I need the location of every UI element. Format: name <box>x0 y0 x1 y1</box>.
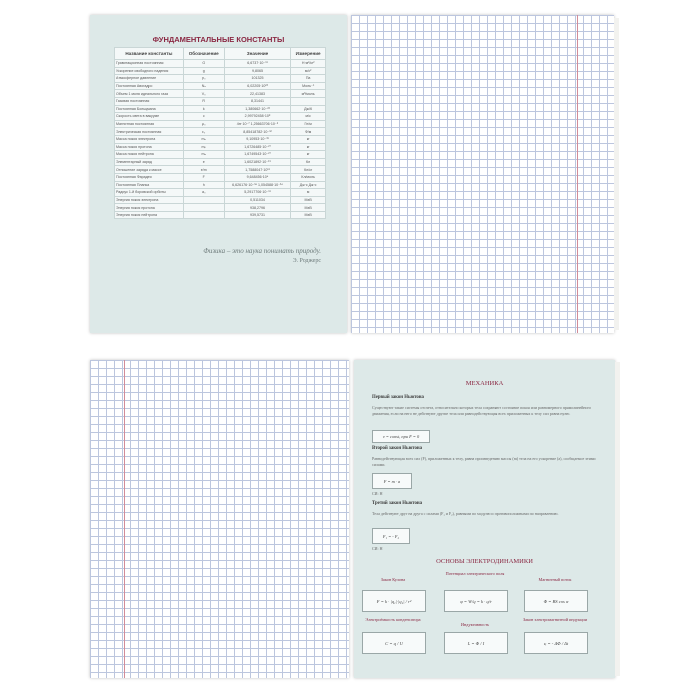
table-cell: МэВ <box>291 204 326 212</box>
table-row <box>115 204 326 212</box>
table-cell: 22,41383 <box>224 90 291 98</box>
table-cell: 9,8065 <box>224 67 291 75</box>
constants-table-header <box>115 48 326 60</box>
table-cell: 1,7588047·10¹¹ <box>224 166 291 174</box>
table-cell: 5,2917706·10⁻¹¹ <box>224 189 291 197</box>
table-cell: кг <box>291 135 326 143</box>
table-cell: 6,6737·10⁻¹¹ <box>224 60 291 68</box>
table-cell: Постоянная Больцмана <box>115 105 184 113</box>
table-cell: k <box>183 105 224 113</box>
table-cell: м/с <box>291 113 326 121</box>
table-cell: 6,02205·10²³ <box>224 82 291 90</box>
table-cell: e <box>183 158 224 166</box>
table-cell: 1,6021892·10⁻¹⁹ <box>224 158 291 166</box>
table-cell: кг <box>291 143 326 151</box>
table-row <box>115 151 326 159</box>
table-cell: Nₐ <box>183 82 224 90</box>
table-cell: 939,5731 <box>224 211 291 219</box>
coulomb-label: Закон Кулона <box>380 577 406 582</box>
cover-edge <box>615 362 620 676</box>
cover-edge <box>614 18 619 330</box>
table-cell: mₙ <box>183 151 224 159</box>
table-cell: Кл <box>291 158 326 166</box>
table-row <box>115 97 326 105</box>
table-cell: 1,6726485·10⁻²⁷ <box>224 143 291 151</box>
inductance-formula: L = Φ / I <box>444 632 508 654</box>
table-row <box>115 181 326 189</box>
table-row <box>115 135 326 143</box>
table-cell: R <box>183 97 224 105</box>
law2-si: СИ: Н <box>372 491 383 496</box>
table-cell: м/с² <box>291 67 326 75</box>
table-cell: 938,2796 <box>224 204 291 212</box>
table-cell <box>183 196 224 204</box>
table-cell: p₀ <box>183 75 224 83</box>
table-cell: 6,626176·10⁻³⁴ 1,054588·10⁻³⁴ <box>224 181 291 189</box>
table-row <box>115 105 326 113</box>
constants-title: ФУНДАМЕНТАЛЬНЫЕ КОНСТАНТЫ <box>152 35 285 44</box>
table-cell: Постоянная Фарадея <box>115 173 184 181</box>
table-cell: e/m <box>183 166 224 174</box>
quote-author: Э. Роджерс <box>292 258 321 264</box>
table-cell: Н·м²/кг² <box>291 60 326 68</box>
table-cell: mₚ <box>183 143 224 151</box>
table-cell <box>183 211 224 219</box>
table-row <box>115 166 326 174</box>
table-cell: Ускорение свободного падения <box>115 67 184 75</box>
table-row <box>115 82 326 90</box>
table-row <box>115 67 326 75</box>
table-cell: м³/моль <box>291 90 326 98</box>
table-row <box>115 128 326 136</box>
table-cell: Дж·с Дж·с <box>291 181 326 189</box>
table-cell: g <box>183 67 224 75</box>
table-cell: c <box>183 113 224 121</box>
margin-line <box>577 15 578 333</box>
table-row <box>115 113 326 121</box>
table-cell: Масса покоя нейтрона <box>115 151 184 159</box>
emf-formula: εᵢ = - ΔΦ / Δt <box>524 632 588 654</box>
table-row <box>115 173 326 181</box>
table-cell: ε₀ <box>183 128 224 136</box>
table-cell: 9,10953·10⁻³¹ <box>224 135 291 143</box>
law2-formula: F = m · a <box>372 473 412 489</box>
capacity-formula: C = q / U <box>362 632 426 654</box>
table-cell: Гн/м <box>291 120 326 128</box>
table-row <box>115 189 326 197</box>
table-cell: Электрическая постоянная <box>115 128 184 136</box>
constants-table <box>114 47 326 219</box>
table-header-cell: Измерение <box>291 48 326 60</box>
inductance-label: Индуктивность <box>460 622 490 627</box>
coulomb-formula: F = k · |q₁|·|q₂| / r² <box>362 590 426 612</box>
law2-text: Равнодействующая всех сил (F), приложенных к телу, равна произведению массы (m) тела на его ускорение (a), сообщаемое этими силами. <box>372 456 596 467</box>
law3-si: СИ: Н <box>372 546 383 551</box>
table-cell: 4π·10⁻⁷ 1,25663706·10⁻⁶ <box>224 120 291 128</box>
table-cell: Моль⁻¹ <box>291 82 326 90</box>
constants-table-body <box>115 60 326 219</box>
table-row <box>115 211 326 219</box>
table-cell: Постоянная Авогадро <box>115 82 184 90</box>
quote-block <box>203 247 321 264</box>
table-cell: Объем 1 моля идеального газа <box>115 90 184 98</box>
emf-label: Закон электромагнитной индукции <box>522 617 588 622</box>
table-row <box>115 120 326 128</box>
table-cell: 8,85418782·10⁻¹² <box>224 128 291 136</box>
table-cell: 1,6749543·10⁻²⁷ <box>224 151 291 159</box>
table-cell: h <box>183 181 224 189</box>
table-cell: Магнитная постоянная <box>115 120 184 128</box>
law1-formula: v = const, при F = 0 <box>372 430 430 443</box>
table-cell: Гравитационная постоянная <box>115 60 184 68</box>
table-cell: μ₀ <box>183 120 224 128</box>
table-cell: 0,511034 <box>224 196 291 204</box>
table-cell: 1,380662·10⁻²³ <box>224 105 291 113</box>
table-cell: a₀ <box>183 189 224 197</box>
table-cell: Постоянная Планка <box>115 181 184 189</box>
grid-page-top-right <box>351 15 614 333</box>
table-cell: Отношение заряда к массе <box>115 166 184 174</box>
mechanics-title: МЕХАНИКА <box>465 380 504 387</box>
table-cell: МэВ <box>291 211 326 219</box>
table-row <box>115 158 326 166</box>
table-cell <box>291 97 326 105</box>
table-cell: 8,31441 <box>224 97 291 105</box>
table-header-cell: Название константы <box>115 48 184 60</box>
potential-formula: φ = W/q = k · q/r <box>444 590 508 612</box>
constants-page <box>90 15 347 333</box>
table-cell: 9,648456·10⁴ <box>224 173 291 181</box>
table-header-cell: Значение <box>224 48 291 60</box>
table-cell: кг <box>291 151 326 159</box>
law3-formula: F₁ = - F₂ <box>372 528 410 544</box>
quote-text: Физика – это наука понимать природу. <box>203 247 321 255</box>
table-cell: G <box>183 60 224 68</box>
table-cell: Энергия покоя электрона <box>115 196 184 204</box>
table-cell: Скорость света в вакууме <box>115 113 184 121</box>
table-cell: 101325 <box>224 75 291 83</box>
table-cell: Атмосферное давление <box>115 75 184 83</box>
table-cell: Ф/м <box>291 128 326 136</box>
table-cell: V₀ <box>183 90 224 98</box>
table-cell: Кл/кг <box>291 166 326 174</box>
law1-text: Существуют такие системы отсчета, относительно которых тела сохраняют состояние покоя или равномерного прямолинейного движения, если на него не действуют другие тела или равнодействующая всех приложенных к телу сил равна нулю. <box>372 405 592 416</box>
table-cell: Масса покоя электрона <box>115 135 184 143</box>
law3-text: Тела действуют друг на друга с силами (F₁ и F₂), равными по модулю и противоположными по направлению. <box>372 511 559 516</box>
table-row <box>115 143 326 151</box>
mechanics-page <box>354 360 615 678</box>
table-cell: Энергия покоя протона <box>115 204 184 212</box>
table-cell: F <box>183 173 224 181</box>
table-cell: МэВ <box>291 196 326 204</box>
table-cell: Радиус 1-й боровской орбиты <box>115 189 184 197</box>
capacity-label: Электроёмкость конденсатора <box>365 617 421 622</box>
electro-title: ОСНОВЫ ЭЛЕКТРОДИНАМИКИ <box>436 558 533 565</box>
flux-label: Магнитный поток <box>538 577 572 582</box>
table-cell: Дж/К <box>291 105 326 113</box>
table-cell: Масса покоя протона <box>115 143 184 151</box>
flux-formula: Φ = BS cos α <box>524 590 588 612</box>
table-cell: Энергия покоя нейтрона <box>115 211 184 219</box>
table-cell: Газовая постоянная <box>115 97 184 105</box>
margin-line <box>124 360 125 678</box>
table-cell: м <box>291 189 326 197</box>
grid-page-bottom-left <box>90 360 349 678</box>
table-cell: 2,99792458·10⁸ <box>224 113 291 121</box>
table-cell <box>183 204 224 212</box>
law1-title: Первый закон Ньютона <box>372 395 424 400</box>
table-cell: mₑ <box>183 135 224 143</box>
table-row <box>115 75 326 83</box>
table-header-cell: Обозначение <box>183 48 224 60</box>
table-cell: Элементарный заряд <box>115 158 184 166</box>
table-row <box>115 196 326 204</box>
table-row <box>115 90 326 98</box>
table-cell: Кл/моль <box>291 173 326 181</box>
table-row <box>115 60 326 68</box>
potential-label: Потенциал электрического поля <box>445 571 505 576</box>
table-cell: Па <box>291 75 326 83</box>
law3-title: Третий закон Ньютона <box>372 501 423 506</box>
law2-title: Второй закон Ньютона <box>372 446 423 451</box>
